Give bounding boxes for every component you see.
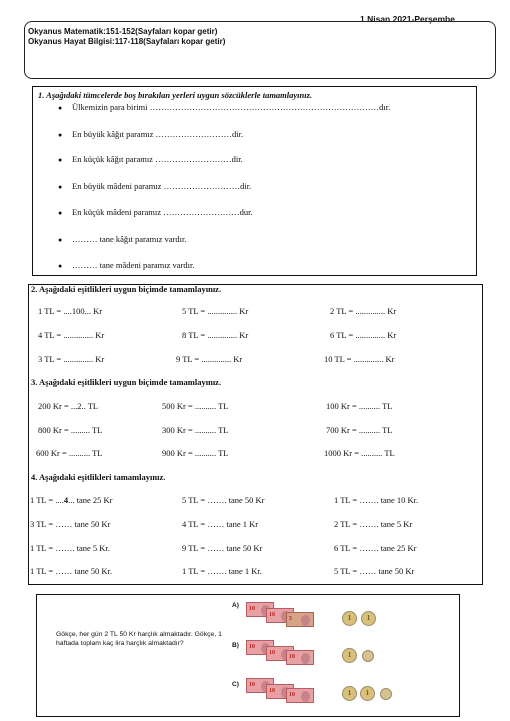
- q3-cell: 200 Kr = ...2.. TL: [38, 401, 99, 411]
- q2-cell: 6 TL = .............. Kr: [330, 330, 397, 340]
- coin-1-lira-icon: 1: [361, 611, 376, 626]
- coin-kurus-icon: [380, 688, 392, 700]
- banknote-10-icon: 10: [246, 678, 274, 693]
- coin-1-lira-icon: 1: [342, 648, 357, 663]
- banknote-10-icon: 10: [246, 602, 274, 617]
- q1-item: ● En küçük mâdeni paramız ………………………dur.: [58, 207, 253, 217]
- q1-item: ● Ülkemizin para birimi ………………………………………………………………………dır.: [58, 102, 391, 112]
- q4-cell: 4 TL = …… tane 1 Kr: [182, 519, 259, 529]
- q1-item: ● En küçük kâğıt paramız ………………………dir.: [58, 154, 243, 164]
- q1-item: ● En büyük kâğıt paramız ………………………dir.: [58, 129, 244, 139]
- coin-1-lira-icon: 1: [342, 611, 357, 626]
- option-c-label: C): [232, 681, 239, 688]
- banknote-10-icon: 10: [286, 688, 314, 703]
- q2-cell: 9 TL = .............. Kr: [176, 354, 243, 364]
- banknote-10-icon: 10: [266, 608, 294, 623]
- header-date: 1 Nisan 2021-Perşembe: [360, 14, 455, 24]
- question-3-title: 3. Aşağıdaki eşitlikleri uygun biçimde tamamlayınız.: [31, 377, 222, 387]
- q3-cell: 300 Kr = .......... TL: [162, 425, 229, 435]
- q4-cell: 1 TL = ....4... tane 25 Kr: [30, 495, 113, 505]
- handwritten-answer: 4: [63, 495, 69, 505]
- q4-cell: 1 TL = ……. tane 10 Kr.: [334, 495, 419, 505]
- option-a-label: A): [232, 602, 239, 609]
- q3-cell: 500 Kr = .......... TL: [162, 401, 229, 411]
- q4-cell: 1 TL = …… tane 50 Kr.: [30, 566, 112, 576]
- bullet-icon: ●: [58, 236, 63, 244]
- bullet-icon: ●: [58, 131, 63, 139]
- q2-cell: 5 TL = .............. Kr: [182, 306, 249, 316]
- question-4-title: 4. Aşağıdaki eşitlikleri tamamlayınız.: [31, 472, 166, 482]
- bullet-icon: ●: [58, 156, 63, 164]
- bullet-icon: ●: [58, 183, 63, 191]
- q3-cell: 1000 Kr = .......... TL: [324, 448, 395, 458]
- coin-1-lira-icon: 1: [342, 686, 357, 701]
- homework-line-2: Okyanus Hayat Bilgisi:117-118(Sayfaları kopar getir): [28, 37, 226, 46]
- homework-line-1: Okyanus Matematik:151-152(Sayfaları kopar getir): [28, 27, 218, 36]
- bullet-icon: ●: [58, 209, 63, 217]
- coin-kurus-icon: [362, 650, 374, 662]
- q4-cell: 3 TL = …… tane 50 Kr: [30, 519, 111, 529]
- banknote-5-icon: 5: [286, 612, 314, 627]
- q3-cell: 900 Kr = .......... TL: [162, 448, 229, 458]
- q3-cell: 600 Kr = .......... TL: [36, 448, 103, 458]
- q4-cell: 2 TL = ……. tane 5 Kr: [334, 519, 413, 529]
- banknote-10-icon: 10: [246, 640, 274, 655]
- q4-cell: 5 TL = ……. tane 50 Kr: [182, 495, 265, 505]
- q2-cell: 1 TL = ....100... Kr: [38, 306, 103, 316]
- question-1-title: 1. Aşağıdaki tümcelerde boş bırakılan yerleri uygun sözcüklerle tamamlayınız.: [38, 90, 313, 100]
- q2-cell: 2 TL = .............. Kr: [330, 306, 397, 316]
- q1-item: ● ……… tane kâğıt paramız vardır.: [58, 234, 187, 244]
- q4-cell: 6 TL = ……. tane 25 Kr: [334, 543, 417, 553]
- q3-cell: 100 Kr = .......... TL: [326, 401, 393, 411]
- problem-text: Gökçe, her gün 2 TL 50 Kr harçlık almaktadır. Gökçe, 1 haftada toplam kaç lira harçlık almaktadır?: [56, 631, 222, 647]
- q2-cell: 4 TL = .............. Kr: [38, 330, 105, 340]
- coin-1-lira-icon: 1: [360, 686, 375, 701]
- q3-cell: 700 Kr = .......... TL: [326, 425, 393, 435]
- q4-cell: 1 TL = ……. tane 1 Kr.: [182, 566, 262, 576]
- q1-item: ● En büyük mâdeni paramız ………………………dir.: [58, 181, 252, 191]
- q2-cell: 10 TL = .............. Kr: [324, 354, 395, 364]
- q4-cell: 1 TL = ……. tane 5 Kr.: [30, 543, 110, 553]
- q3-cell: 800 Kr = ......... TL: [38, 425, 103, 435]
- q4-cell: 9 TL = …… tane 50 Kr: [182, 543, 263, 553]
- bullet-icon: ●: [58, 262, 63, 270]
- q1-item: ● ……… tane mâdeni paramız vardır.: [58, 260, 195, 270]
- banknote-10-icon: 10: [286, 650, 314, 665]
- question-2-title: 2. Aşağıdaki eşitlikleri uygun biçimde tamamlayınız.: [31, 284, 222, 294]
- bullet-icon: ●: [58, 104, 63, 112]
- banknote-10-icon: 10: [266, 646, 294, 661]
- q2-cell: 8 TL = .............. Kr: [182, 330, 249, 340]
- q2-cell: 3 TL = .............. Kr: [38, 354, 105, 364]
- q4-cell: 5 TL = …… tane 50 Kr: [334, 566, 415, 576]
- banknote-10-icon: 10: [266, 684, 294, 699]
- option-b-label: B): [232, 642, 239, 649]
